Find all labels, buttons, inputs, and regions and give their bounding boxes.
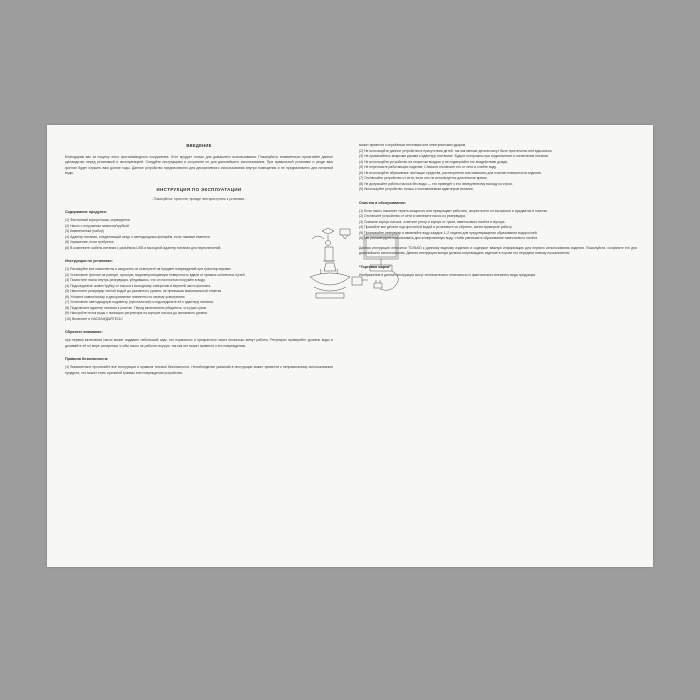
list-item: (6) Мы рекомендуем использовать дистиллированную воду, чтобы уменьшить образование известкового налёта. <box>359 236 539 241</box>
list-item: (1) Распакуйте все компоненты и аккуратно их осмотрите на предмет повреждений при транспортировке. <box>65 267 232 272</box>
list-item: (7) Установите светодиодную подсветку (при наличии) и подсоедините её к адаптеру питания. <box>65 300 214 305</box>
safety-paragraph: (1) Внимательно прочитайте все инструкции и правила техники безопасности. Несоблюдение указаний в инструкции может привести к неправильному использованию продукта, что может стать причиной травмы или повреждения устройства. <box>65 365 333 375</box>
list-item: (8) Подключите адаптер питания к розетке. Перед включением убедитесь, что руки сухие. <box>65 305 208 310</box>
care-title: Очистка и обслуживание: <box>359 200 407 205</box>
list-item: (5) Промывайте резервуар и заменяйте воду каждые 1–2 недели для предотвращения образования водорослей. <box>359 230 538 235</box>
list-item: (3) Снимите корпус насоса, очистите ротор и корпус от грязи, известкового налёта и мусора. <box>359 219 506 224</box>
list-item: (10) Включите и НАСЛАЖДАЙТЕСЬ! <box>65 316 123 321</box>
list-item: (5) Наполните резервуар чистой водой до указанного уровня, не превышая максимальной отметки. <box>65 289 223 294</box>
safety-continued-list <box>359 143 637 193</box>
list-item: (9) Используйте устройство только с поставляемым адаптером питания. <box>359 187 474 192</box>
list-item: (8) Не допускайте работы насоса без воды — это приведёт к его немедленному выходу из строя. <box>359 181 513 186</box>
list-item: (5) Не переносите работающее изделие. Сначала отключите его от сети и слейте воду. <box>359 165 497 170</box>
attention-paragraph: при первом включении насос может издавать небольшой шум, это нормально и прекратится через несколько минут работы. Регулярно проверяйте уровень воды и доливайте её по мере испарения, чтобы насос не работал всухую, так как это может привести к его повреждению. <box>65 338 333 348</box>
list-item: (3) Поместите насос внутрь резервуара, убедившись, что он полностью погружён в воду. <box>65 278 206 283</box>
footer-note-title: *Торговая марка* <box>359 264 391 269</box>
right-column <box>359 143 637 282</box>
intro-heading: ВВЕДЕНИЕ <box>186 143 212 148</box>
install-title: Инструкция по установке: <box>65 259 113 264</box>
list-item: (3) Камни/галька (набор) <box>65 229 104 234</box>
list-item: (4) Адаптер питания, соединяющий шнур с светодиодным фонарём, если таковые имеются <box>65 234 210 239</box>
intro-paragraph: Благодарим вас за покупку этого фонтана/водного сооружения. Этот продукт только для домашнего использования. Пожалуйста, внимательно прочитайте данное руководство перед установкой и эксплуатацией. Следуйте инструкциям и сохраните их для дальнейшего использования. При правильной установке и уходе ваш фонтан будет служить вам долгие годы. Данное устройство предназначено для декоративного использования внутри помещения и не предназначено для питьевой воды. <box>65 154 333 176</box>
list-item: (6) В комплекте: кабель питания с разъёмом USB и выходной адаптер питания для переключений <box>65 245 221 250</box>
list-item: (2) Отключите устройство от сети и извлеките насос из резервуара. <box>359 214 466 219</box>
list-item: (4) Не используйте устройство на открытом воздухе и не подвергайте его воздействию дождя. <box>359 159 508 164</box>
list-item: может привести к серьёзным тепловым или электрическим ударам. <box>359 143 466 147</box>
list-item: (5) Украшение, если требуется <box>65 240 114 245</box>
list-item: (3) Не прикасайтесь мокрыми руками к адаптеру или вилке. Будьте осторожны при подключении и отключении питания. <box>359 154 549 159</box>
safety-title: Правила безопасности: <box>65 357 109 362</box>
list-item: (2) Насос с погружным шлангом/трубкой <box>65 223 129 228</box>
care-list <box>359 209 637 242</box>
list-item: (4) Подсоедините шланг/трубку от насоса к выходному отверстию в верхней части фонтана. <box>65 283 212 288</box>
footer-paragraph: Данная инструкция относится ТОЛЬКО к данному водному изделию и содержит важную информацию для первого использования изделия. Пожалуйста, сохраните его для дальнейшего использования. Данная инструкция всегда должна сопровождать изделие в случае его передачи новому пользователю. <box>359 245 637 256</box>
manual-note: - Пожалуйста, прочтите, прежде чем приступить к установке - <box>151 196 247 201</box>
manual-heading: ИНСТРУКЦИЯ ПО ЭКСПЛУАТАЦИИ <box>156 186 242 192</box>
contents-title: Содержание продукта: <box>65 210 107 215</box>
list-item: (1) Если насос начинает терять мощность или прекращает работать, скорее всего он засорился и нуждается в очистке. <box>359 208 549 213</box>
footer-note: Изображения в данной инструкции могут незначительно отличаться от фактического внешнего вида продукции. <box>359 272 537 277</box>
list-item: (2) Установите фонтан на ровную, прочную, водонепроницаемую поверхность вдали от прямых солнечных лучей. <box>65 272 246 277</box>
list-item: (1) Фонтанный корпус/чаша, сервируется <box>65 218 130 223</box>
list-item: (6) Не используйте абразивные чистящие средства, растворители или химикаты для очистки поверхности изделия. <box>359 170 542 175</box>
list-item: (6) Уложите камни/гальку и декоративные элементы по своему усмотрению. <box>65 294 186 299</box>
list-item: (2) Не используйте данное устройство в присутствии детей, так как мелкие детали могут быть проглочены или вдыхаться. <box>359 148 553 153</box>
attention-title: Обратите внимание: <box>65 330 103 335</box>
instruction-manual-page <box>47 125 653 567</box>
list-item: (4) Промойте все детали под проточной водой и установите их обратно, затем проверьте работу. <box>359 225 513 230</box>
list-item: (7) Отключайте устройство от сети, если оно не используется длительное время. <box>359 176 488 181</box>
list-item: (9) Настройте поток воды с помощью регулятора на корпусе насоса до желаемого уровня. <box>65 311 208 316</box>
